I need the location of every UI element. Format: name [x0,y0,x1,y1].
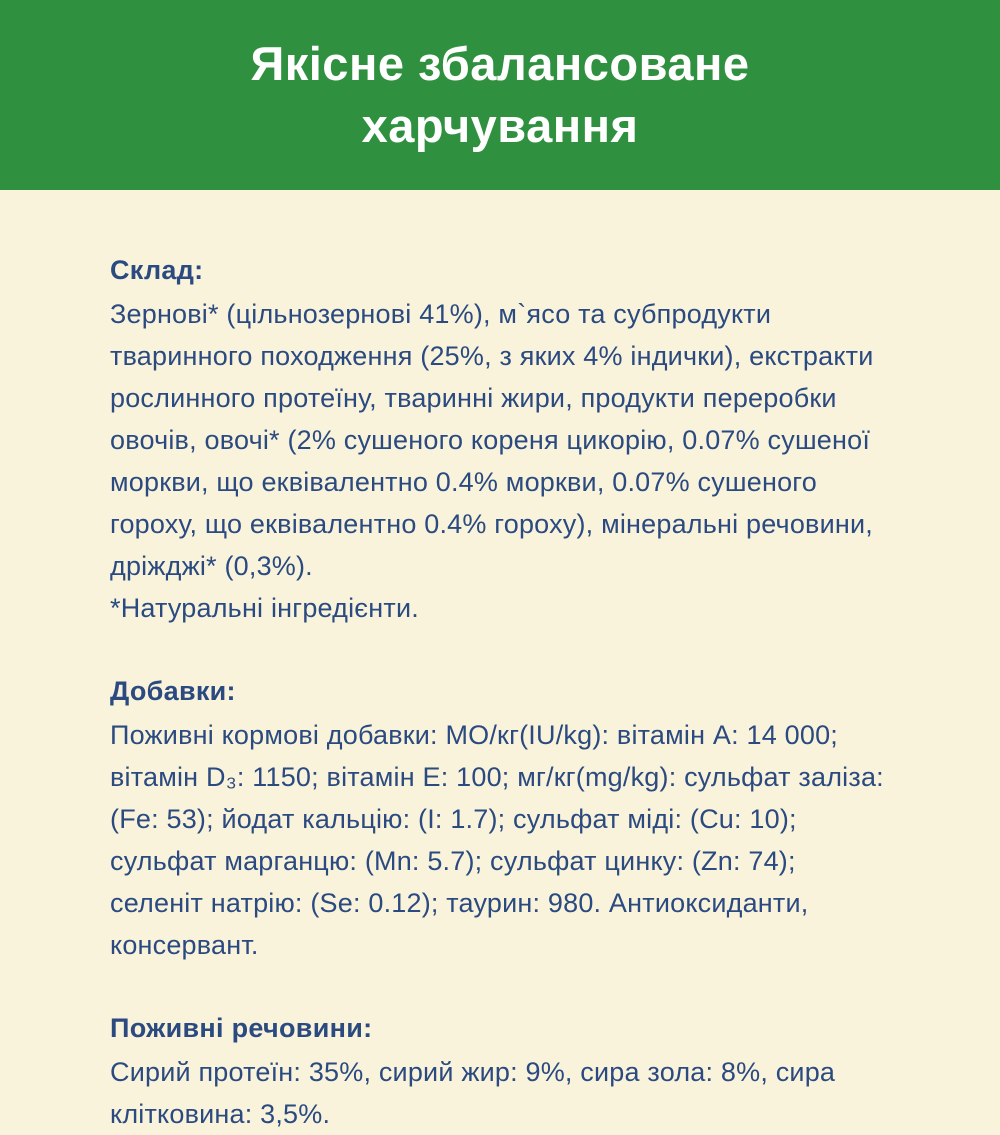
section-nutrients [110,1010,895,1135]
section-composition [110,252,895,629]
composition-body: Зернові* (цільнозернові 41%), м`ясо та субпродукти тваринного походження (25%, з яких 4% індички), екстракти рослинного протеїну, тваринні жири, продукти переробки овочів, овочі* (2% сушеного кореня цикорію, 0.07% сушеної моркви, що еквівалентно 0.4% моркви, 0.07% сушеного гороху, що еквівалентно 0.4% гороху), мінеральні речовини, дріжджі* (0,3%). [110,299,874,581]
nutrients-heading: Поживні речовини: [110,1013,373,1043]
additives-heading: Добавки: [110,676,236,706]
composition-heading: Склад: [110,255,204,285]
label-content [0,190,1000,1135]
additives-body: Поживні кормові добавки: МО/кг(IU/kg): вітамін A: 14 000; вітамін D₃: 1150; вітамін E: 100; мг/кг(mg/kg): сульфат заліза: (Fe: 53); йодат кальцію: (I: 1.7); сульфат міді: (Cu: 10); сульфат марганцю: (Mn: 5.7); сульфат цинку: (Zn: 74); селеніт натрію: (Se: 0.12); таурин: 980. Антиоксиданти, консервант. [110,720,884,960]
composition-note: *Натуральні інгредієнти. [110,593,419,623]
header-banner [0,0,1000,190]
section-additives [110,673,895,966]
nutrients-body: Сирий протеїн: 35%, сирий жир: 9%, сира зола: 8%, сира клітковина: 3,5%. [110,1057,836,1129]
page-title-line2: харчування [361,99,639,152]
page-title [250,33,749,157]
page-title-line1: Якісне збалансоване [250,37,750,90]
